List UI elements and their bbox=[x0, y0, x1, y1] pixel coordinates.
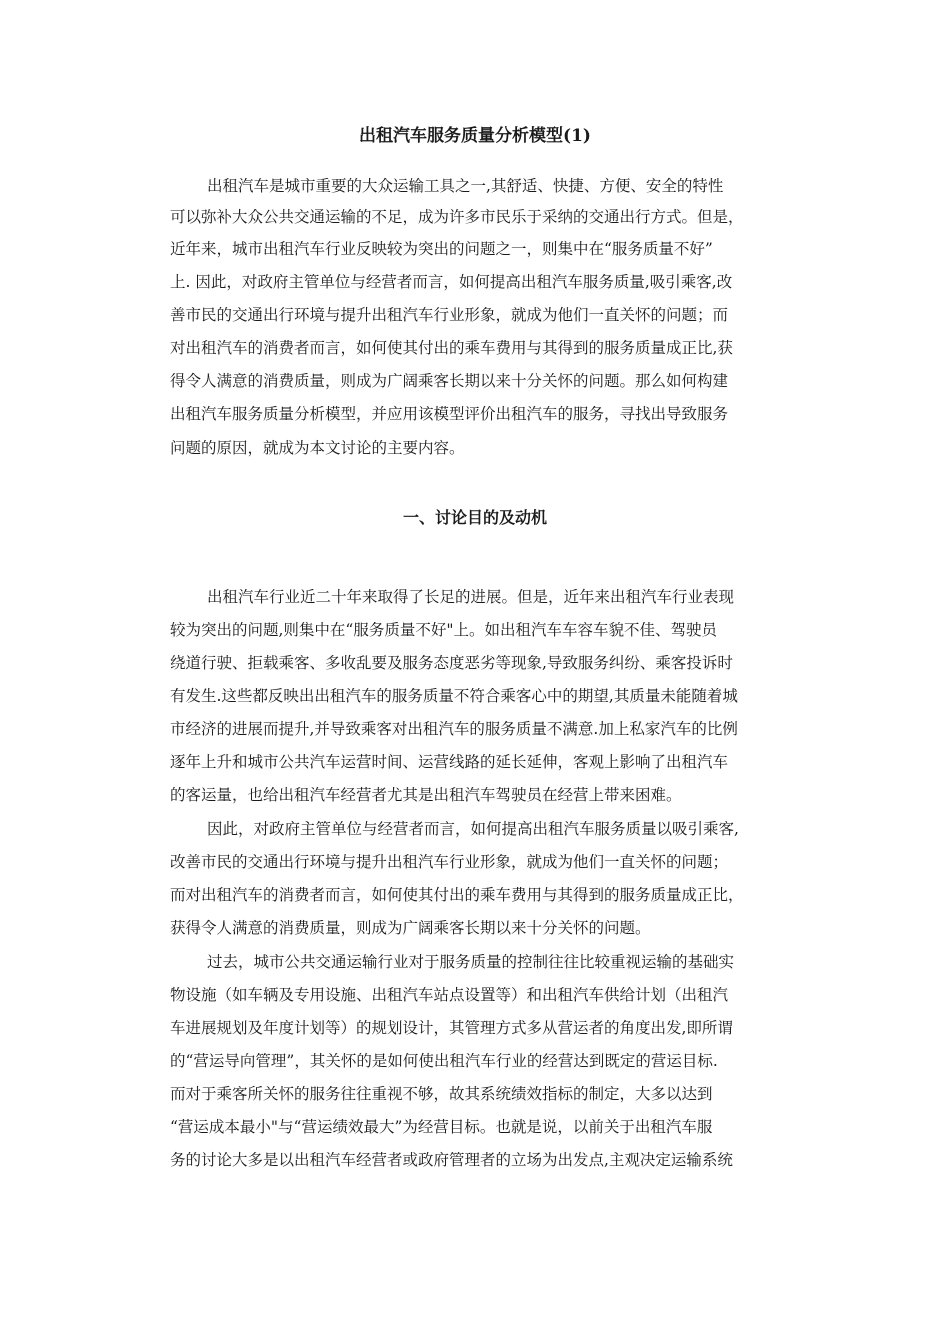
paragraph-line: 物设施（如车辆及专用设施、出租汽车站点设置等）和出租汽车供给计划（出租汽 bbox=[170, 986, 729, 1004]
document-title: 出租汽车服务质量分析模型(1) bbox=[359, 126, 591, 146]
paragraph-line: “营运成本最小"与“营运绩效最大”为经营目标。也就是说，以前关于出租汽车服 bbox=[170, 1118, 713, 1136]
paragraph-line: 获得令人满意的消费质量，则成为广阔乘客长期以来十分关怀的问题。 bbox=[170, 919, 651, 937]
paragraph-line: 市经济的进展而提升,并导致乘客对出租汽车的服务质量不满意.加上私家汽车的比例 bbox=[170, 720, 738, 738]
paragraph-line: 务的讨论大多是以出租汽车经营者或政府管理者的立场为出发点,主观决定运输系统 bbox=[170, 1151, 733, 1169]
paragraph-line: 改善市民的交通出行环境与提升出租汽车行业形象，就成为他们一直关怀的问题； bbox=[170, 853, 729, 871]
intro-line: 出租汽车服务质量分析模型，并应用该模型评价出租汽车的服务，寻找出导致服务 bbox=[170, 405, 729, 423]
intro-line: 对出租汽车的消费者而言，如何使其付出的乘车费用与其得到的服务质量成正比,获 bbox=[170, 339, 733, 357]
intro-line: 上. 因此，对政府主管单位与经营者而言，如何提高出租汽车服务质量,吸引乘客,改 bbox=[170, 273, 733, 291]
intro-line: 得令人满意的消费质量，则成为广阔乘客长期以来十分关怀的问题。那么如何构建 bbox=[170, 372, 729, 390]
intro-line: 出租汽车是城市重要的大众运输工具之一,其舒适、快捷、方便、安全的特性 bbox=[207, 177, 724, 195]
intro-line: 善市民的交通出行环境与提升出租汽车行业形象，就成为他们一直关怀的问题；而 bbox=[170, 306, 729, 324]
paragraph-line: 出租汽车行业近二十年来取得了长足的进展。但是，近年来出租汽车行业表现 bbox=[207, 588, 735, 606]
intro-line: 可以弥补大众公共交通运输的不足，成为许多市民乐于采纳的交通出行方式。但是， bbox=[170, 208, 744, 226]
paragraph-line: 而对出租汽车的消费者而言，如何使其付出的乘车费用与其得到的服务质量成正比， bbox=[170, 886, 744, 904]
paragraph-line: 较为突出的问题,则集中在“服务质量不好"上。如出租汽车车容车貌不佳、驾驶员 bbox=[170, 621, 717, 639]
paragraph-line: 的“营运导向管理”，其关怀的是如何使出租汽车行业的经营达到既定的营运目标. bbox=[170, 1052, 718, 1070]
paragraph-line: 而对于乘客所关怀的服务往往重视不够，故其系统绩效指标的制定，大多以达到 bbox=[170, 1085, 713, 1103]
paragraph-line: 逐年上升和城市公共汽车运营时间、运营线路的延长延伸，客观上影响了出租汽车 bbox=[170, 753, 729, 771]
section-heading: 一、讨论目的及动机 bbox=[402, 508, 547, 527]
paragraph-line: 绕道行驶、拒载乘客、多收乱要及服务态度恶劣等现象,导致服务纠纷、乘客投诉时 bbox=[170, 654, 733, 672]
paragraph-line: 车进展规划及年度计划等）的规划设计，其管理方式多从营运者的角度出发,即所谓 bbox=[170, 1019, 733, 1037]
paragraph-line: 有发生.这些都反映出出租汽车的服务质量不符合乘客心中的期望,其质量未能随着城 bbox=[170, 687, 738, 705]
intro-line: 近年来，城市出租汽车行业反映较为突出的问题之一，则集中在“服务质量不好” bbox=[170, 240, 713, 258]
intro-line: 问题的原因，就成为本文讨论的主要内容。 bbox=[170, 439, 465, 457]
paragraph-line: 因此，对政府主管单位与经营者而言，如何提高出租汽车服务质量以吸引乘客, bbox=[207, 820, 739, 838]
paragraph-line: 的客运量，也给出租汽车经营者尤其是出租汽车驾驶员在经营上带来困难。 bbox=[170, 786, 682, 804]
paragraph-line: 过去，城市公共交通运输行业对于服务质量的控制往往比较重视运输的基础实 bbox=[207, 953, 735, 971]
